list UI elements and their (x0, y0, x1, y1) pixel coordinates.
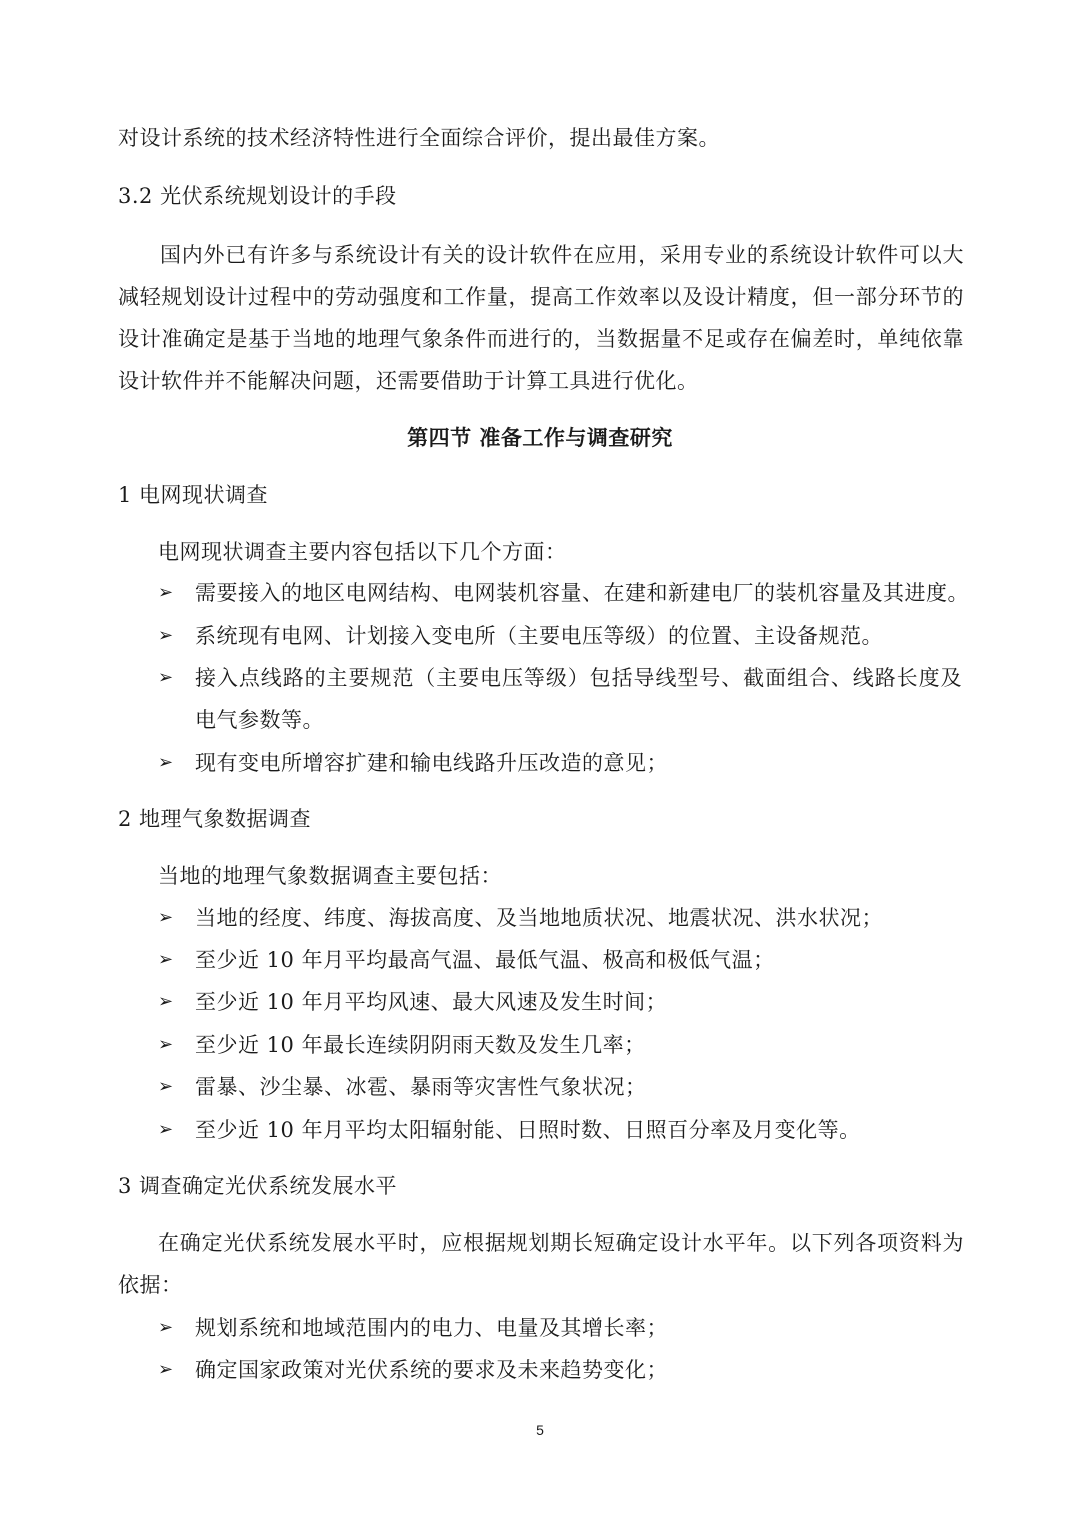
intro-line: 对设计系统的技术经济特性进行全面综合评价，提出最佳方案。 (118, 126, 720, 150)
bullet-arrow-icon: ➢ (158, 582, 174, 603)
section-1-intro: 电网现状调查主要内容包括以下几个方面： (158, 540, 567, 564)
section-3-2-para-line-4: 设计软件并不能解决问题，还需要借助于计算工具进行优化。 (118, 369, 699, 393)
bullet-arrow-icon: ➢ (158, 625, 174, 646)
page-number: 5 (536, 1422, 544, 1438)
bullet-arrow-icon: ➢ (158, 1359, 174, 1380)
section-2-intro: 当地的地理气象数据调查主要包括： (158, 864, 502, 888)
section-3-heading: 3 调查确定光伏系统发展水平 (118, 1174, 398, 1198)
list-item: 至少近 10 年最长连续阴阴雨天数及发生几率； (195, 1033, 646, 1057)
bullet-arrow-icon: ➢ (158, 949, 174, 970)
bullet-arrow-icon: ➢ (158, 1076, 174, 1097)
bullet-arrow-icon: ➢ (158, 1119, 174, 1140)
section-1-heading: 1 电网现状调查 (118, 483, 269, 507)
list-item: 现有变电所增容扩建和输电线路升压改造的意见； (195, 751, 668, 775)
section-3-2-para-line-3: 设计准确定是基于当地的地理气象条件而进行的，当数据量不足或存在偏差时，单纯依靠 (118, 327, 964, 351)
section-3-2-para-line-2: 减轻规划设计过程中的劳动强度和工作量，提高工作效率以及设计精度，但一部分环节的 (118, 285, 964, 309)
section-3-2-heading: 3.2 光伏系统规划设计的手段 (118, 184, 397, 208)
section-2-heading: 2 地理气象数据调查 (118, 807, 312, 831)
list-item: 确定国家政策对光伏系统的要求及未来趋势变化； (195, 1358, 668, 1382)
bullet-arrow-icon: ➢ (158, 991, 174, 1012)
section-3-para-line-2: 依据： (118, 1273, 183, 1297)
list-item: 至少近 10 年月平均太阳辐射能、日照时数、日照百分率及月变化等。 (195, 1118, 861, 1142)
section-3-para-line-1: 在确定光伏系统发展水平时，应根据规划期长短确定设计水平年。以下列各项资料为 (158, 1231, 964, 1255)
list-item: 至少近 10 年月平均风速、最大风速及发生时间； (195, 990, 668, 1014)
bullet-arrow-icon: ➢ (158, 1034, 174, 1055)
list-item: 需要接入的地区电网结构、电网装机容量、在建和新建电厂的装机容量及其进度。 (195, 581, 969, 605)
bullet-arrow-icon: ➢ (158, 907, 174, 928)
list-item: 规划系统和地域范围内的电力、电量及其增长率； (195, 1316, 668, 1340)
list-item: 雷暴、沙尘暴、冰雹、暴雨等灾害性气象状况； (195, 1075, 647, 1099)
bullet-arrow-icon: ➢ (158, 1317, 174, 1338)
list-item-continuation: 电气参数等。 (195, 708, 324, 732)
chapter-title: 第四节 准备工作与调查研究 (407, 425, 673, 450)
list-item: 至少近 10 年月平均最高气温、最低气温、极高和极低气温； (195, 948, 775, 972)
bullet-arrow-icon: ➢ (158, 667, 174, 688)
list-item: 接入点线路的主要规范（主要电压等级）包括导线型号、截面组合、线路长度及 (195, 666, 962, 690)
list-item: 当地的经度、纬度、海拔高度、及当地地质状况、地震状况、洪水状况； (195, 906, 883, 930)
bullet-arrow-icon: ➢ (158, 752, 174, 773)
section-3-2-para-line-1: 国内外已有许多与系统设计有关的设计软件在应用，采用专业的系统设计软件可以大 (160, 243, 964, 267)
list-item: 系统现有电网、计划接入变电所（主要电压等级）的位置、主设备规范。 (195, 624, 883, 648)
